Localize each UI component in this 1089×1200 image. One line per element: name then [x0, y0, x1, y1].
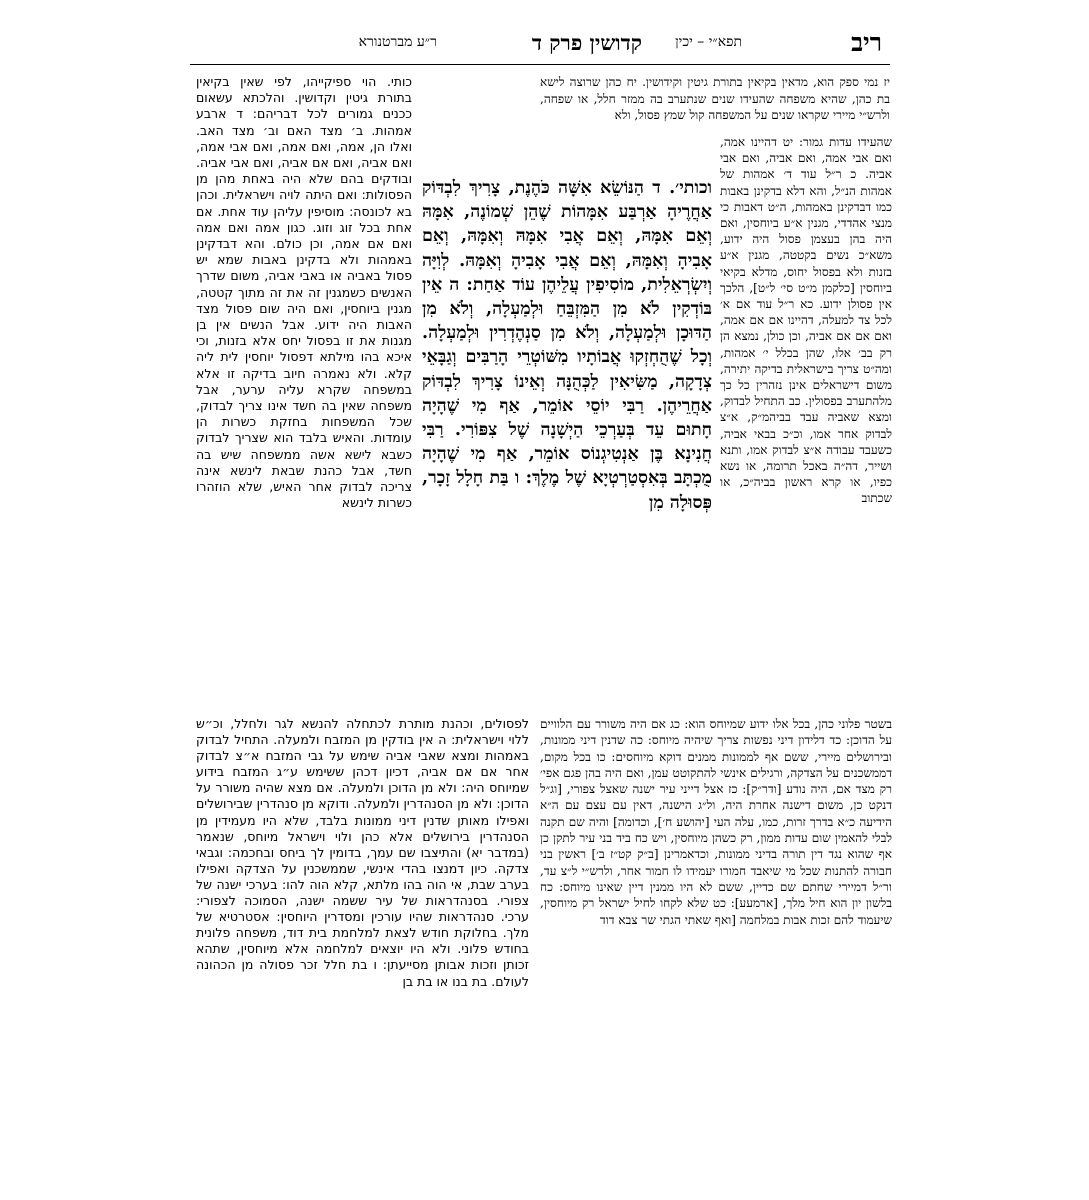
mishna-main-text — [422, 176, 712, 698]
yachin-narrow-text: שהעידו עדות גמור: יט דהיינו אמה, ואם אבי אמה, ואם אביה, ואם אבי אביה. כ ר״ל עוד ד׳ אמהות של אמהות הנ״ל, והא דלא בדקינן באבות כמו דבדקינן באמהות, ה״ט דאבות כי מנצי אהדדי, מגנין א״ע ביוחסין, ואם היה בהן בעצמן פסול היה ידוע, משא״כ נשים בקטטה, מגנין א״ע בזנות ולא בפסול יחוס, מדלא בקיאי ביוחסין [כלקמן מ״ט סי׳ ל״ט], הלכך אין פסולן ידוע. כא ר״ל עוד אם א׳ לכל צד למעלה, דהיינו אם אם אמה, ואם אם אם אביה, וכן כולן, נמצא הן רק בב׳ אלו, שהן בכלל י׳ אמהות, ומה״ט צריך בישראלית בדיקה יתירה, משום דישראלים אינן נזהרין כל כך מלהתערב בפסולין. כב התחיל לבדוק, ומצא שאביה עבד בביהמ״ק, א״צ לבדוק אחר אמו, וכ״כ בבאי אביה, כשעבד עבודה א״צ לבדוק אמו, ותנא ושייר, דה״ה באכל תרומה, או נשא כפיו, או קרא ראשון בביה״כ, או שכתוב — [720, 135, 892, 506]
mishna-text: וכותי׳. ד הַנּוֹשֵׂא אִשָּׁה כֹּהֶנֶת, צָרִיךְ לִבְדּוֹק אַחֲרֶיהָ אַרְבַּע אִמָּהוֹת שֶׁהֵן שְׁמוֹנֶה, אִמָּהּ וְאֵם אִמָּהּ, וְאֵם אֲבִי אִמָּהּ וְאִמָּהּ, וְאֵם אָבִיהָ וְאִמָּהּ, וְאֵם אֲבִי אָבִיהָ וְאִמָּהּ. לְוִיָּה וְיִשְׂרְאֵלִית, מוֹסִיפִין עֲלֵיהֶן עוֹד אַחַת: ה אֵין בּוֹדְקִין לֹא מִן הַמִּזְבֵּחַ וּלְמַעְלָה, וְלֹא מִן הַדּוּכָן וּלְמַעְלָה, וְלֹא מִן סַנְהֶדְרִין וּלְמַעְלָה. וְכָל שֶׁהֻחְזְקוּ אֲבוֹתָיו מִשּׁוֹטְרֵי הָרַבִּים וְגַבָּאֵי צְדָקָה, מַשִּׂיאִין לַכְּהֻנָּה וְאֵינוֹ צָרִיךְ לִבְדּוֹק אַחֲרֵיהֶן. רַבִּי יוֹסֵי אוֹמֵר, אַף מִי שֶׁהָיָה חָתוּם עֵד בְּעַרְכֵי הַיְשָׁנָה שֶׁל צִפּוֹרִי. רַבִּי חֲנִינָא בֶּן אַנְטִיגְנוֹס אוֹמֵר, אַף מִי שֶׁהָיָה מֻכְתָּב בְּאִסְטַרְטְיָא שֶׁל מֶלֶךְ: ו בַּת חָלָל זָכָר, פְּסוּלָה מִן — [422, 178, 712, 513]
bartenura-bottom-text: לפסולים, וכהנת מותרת לכתחלה להנשא לגר ולחלל, וכ״ש ללוי וישראלית: ה אין בודקין מן המזבח ולמעלה. התחיל לבדוק באמהות ומצא שאבי אביה שימש על גבי המזבח א״צ לבדוק אחר אם אם אביה, דכיון דכהן ששימש ע״ג המזבח בידוע שמיוחס היה: ולא מן הדוכן ולמעלה. אם מצא שהיה משורר על הדוכן: ולא מן הסנהדרין ולמעלה. ודוקא מן סנהדרין שבירושלים ואפילו מאותן שדנין דיני ממונות בלבד, שלא היו מעמידין מן הסנהדרין בירושלים אלא כהן ולוי וישראל מיוחס, שנאמר (במדבר יא) והתיצבו שם עמך, בדומין לך ביחס ובחכמה: וגבאי צדקה. כיון דמנצו בהדי אינשי, שממשכנין על הצדקה ואפילו בערב שבת, אי הוה בהו מלתא, קלא הוה להו: בערכי ישנה של צפורי. בסנהדראות של עיר ששמה ישנה, הסמוכה לצפורי: ערכי. סנהדראות שהיו עורכין ומסדרין היוחסין: אסטרטיא של מלך. בחלוקת חודש לצאת למלחמת בית דוד, משפחה פלונית בחודש פלוני. ולא היו יוצאים למלחמה אלא מיוחסין, שתהא זכותן וזכות אבותן מסייעתן: ו בת חלל זכר פסולה מן הכהונה לעולם. בת בנו או בת בן — [196, 716, 529, 989]
yachin-top-text: יז נמי ספק הוא, מדאין בקיאין בתורת גיטין וקידושין. יח כהן שרוצה לישא בת כהן, שהיא משפחה שהעידו שנים שנתערב בה ממזר חלל, או שפחה, ולרש״י מיירי שקראו שנים על המשפחה קול שמץ פסול, ולא — [540, 75, 890, 122]
yachin-bottom-column — [540, 716, 892, 1111]
commentary-range: תפא״י – יכין — [675, 34, 742, 50]
yachin-bottom-text: בשטר פלוני כהן, בכל אלו ידוע שמיוחס הוא: כג אם היה משורר עם הלוויים על הדוכן: כד דלידון דיני נפשות צריך שיהיה מיוחס: כה שדנין דיני ממונות, ובירושלים מיירי, ששם אף לממונות ממנים דוקא מיוחסים: כו בכל מקום, דממשכנים על הצדקה, ורגילים אינשי להתקוטט עמן, ואם היה בהן פגם אפי׳ רק מצד אם, היה נודע [ודר״ק]: כז אצל דייני עיר ישנה שאצל צפורי, [וג״ל דנקט כן, משום דישנה אחרת היה, ול״ג הישנה, דאין עם עצם עם ה״א הידיעה כ״א בדרך זרות, כמו, עלה העי [יהושע ח׳], וכדומה] והיה שם תקנה לבלי להאמין שום עדות ממון, רק כשהן מיוחסין, ויש כח ביד בני עיר לתקן כן אף שהוא נגד דין תורה בדיני ממונות, וכדאמרינן [ב״ק קט״ז ב׳] ראשין בני חבורה להתנות שכל מי שיאבד חמורו יעמידו לו חמור אחר, ולרש״י ל״צ עד, ור״ל דמיירי שחתם שם כדיין, ששם לא היו ממנין דיין שאינו מיוחס: כח בלשון יון הוא חיל מלך, [ארמעע]: כט שלא לקחו לחיל ישראל רק מיוחסין, שיעמוד להם זכות אבות במלחמה [ואף שאתי הגתי שר צבא דוד — [540, 717, 892, 927]
commentary-name: ר״ע מברטנורא — [358, 34, 437, 50]
bartenura-top-text: כותי. הוי ספיקייהו, לפי שאין בקיאין בתורת גיטין וקדושין. והלכתא עשאום ככנים גמורים לכל דבריהם: ד ארבע אמהות. ב׳ מצד האם וב׳ מצד האב. ואלו הן, אמה, ואם אמה, ואם אבי אמה, ואם אביה, ואם אם אביה, ואם אבי אביה. ובודקים בהם שלא היה באחת מהן מן הפסולות: ואם היתה לויה וישראלית. וכהן בא לכונסה: מוסיפין עליהן עוד אחת. אם אחת בכל זוג וזוג. כגון אמה ואם אמה ואם אם אמה, וכן כולם. והא דבדקינן באמהות ולא בדקינן באבות שמא יש פסול באביה או באבי אביה, משום שדרך האנשים כשמגנין זה את זה מתוך קטטה, מגנין ביוחסין, ואם היה שום פסול מצד האבות היה ידוע. אבל הנשים אין בן מגנות את זו בפסול יחס אלא בזנות, וכי איכא בהו מילתא דפסול יוחסין לית ליה קלא. ולא נאמרה חיוב בדיקה זו אלא במשפחה שקרא עליה ערער, אבל משפחה שאין בה חשד אינו צריך לבדוק, שכל המשפחות בחזקת כשרות הן עומדות. והאיש בלבד הוא שצריך לבדוק כשבא לישא אשה ממשפחה שיש בה חשד, אבל כהנת שבאת לינשא אינה צריכה לבדוק אחר האיש, שלא הוזהרו כשרות לינשא — [196, 74, 412, 511]
header-rule — [190, 64, 890, 65]
page-number: ריב — [851, 28, 882, 57]
yachin-narrow-column — [720, 134, 892, 716]
bartenura-top-column — [196, 74, 412, 712]
yachin-top-block — [540, 74, 890, 126]
page-header — [312, 26, 882, 66]
bartenura-bottom-column — [196, 716, 529, 1111]
tractate-chapter-title: קדושין פרק ד — [531, 30, 642, 55]
